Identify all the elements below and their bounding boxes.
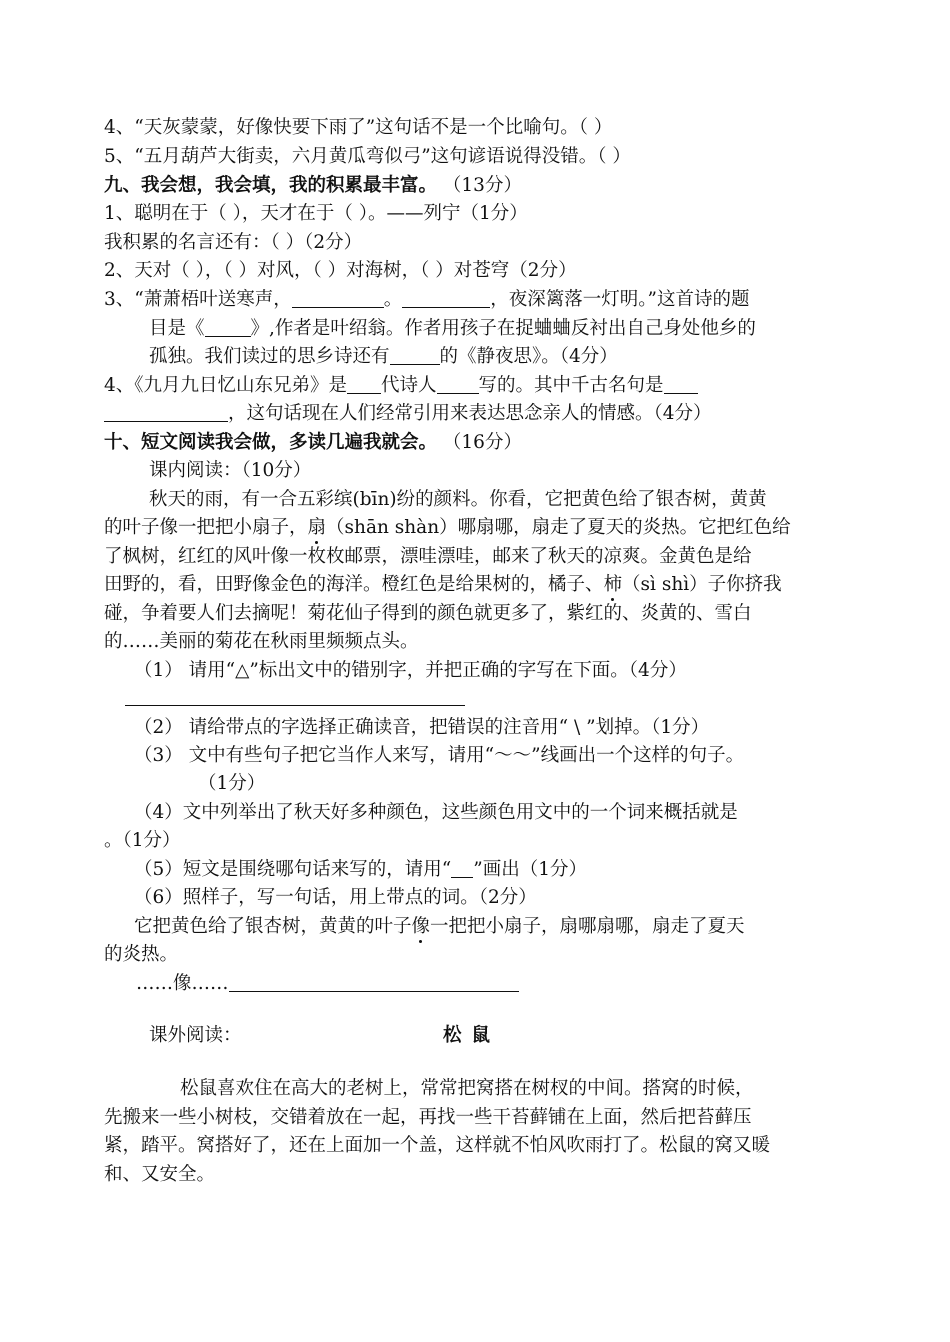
p2-a: 的叶子像一把把小扇子， bbox=[104, 517, 308, 538]
sub-q6: （6）照样子，写一句话，用上带点的词。（2分） bbox=[134, 887, 537, 908]
s9-q3-text-a: 3、“萧萧梧叶送寒声， bbox=[104, 289, 292, 310]
answer-line bbox=[125, 705, 465, 706]
story-line4: 和、又安全。 bbox=[104, 1164, 216, 1185]
blank bbox=[390, 344, 440, 365]
outclass-label: 课外阅读： bbox=[149, 1025, 242, 1046]
sq5-a: （5）短文是围绕哪句话来写的，请用“ bbox=[134, 859, 452, 880]
blank bbox=[437, 373, 479, 394]
inclass-label: 课内阅读：（10分） bbox=[149, 460, 312, 481]
sub-q4b: 。（1分） bbox=[104, 830, 181, 851]
s9-heading bbox=[104, 172, 522, 200]
blank bbox=[451, 857, 473, 878]
sub-q2: （2） 请给带点的字选择正确读音，把错误的注音用“ \ ”划掉。（1分） bbox=[134, 717, 710, 738]
s9-q3-line1 bbox=[104, 286, 749, 314]
sq5-b: ”画出（1分） bbox=[473, 859, 587, 880]
s8-q5: 5、“五月葫芦大街卖，六月黄瓜弯似弓”这句谚语说得没错。（ ） bbox=[104, 146, 631, 167]
p2-b: （shān shàn）哪扇哪，扇走了夏天的炎热。它把红色给 bbox=[326, 517, 791, 538]
s9-q1: 1、聪明在于（ ），天才在于（ ）。——列宁（1分） bbox=[104, 203, 528, 224]
blank bbox=[664, 373, 698, 394]
sub-q1: （1） 请用“△”标出文中的错别字，并把正确的字写在下面。（4分） bbox=[134, 660, 687, 681]
blank bbox=[205, 316, 251, 337]
s9-q3-l2-a: 目是《 bbox=[149, 318, 205, 339]
s9-title: 九、我会想，我会填，我的积累最丰富。 bbox=[104, 175, 438, 196]
ex3: ……像…… bbox=[136, 973, 229, 994]
s8-q4: 4、“天灰蒙蒙，好像快要下雨了”这句话不是一个比喻句。（ ） bbox=[104, 117, 613, 138]
blank bbox=[292, 287, 384, 308]
passage-line3: 了枫树，红红的风叶像一枚枚邮票，漂哇漂哇，邮来了秋天的凉爽。金黄色是给 bbox=[104, 546, 752, 567]
sub-q4: （4）文中列举出了秋天好多种颜色，这些颜色用文中的一个词来概括就是 bbox=[134, 802, 738, 823]
s9-q3-l3-b: 的《静夜思》。（4分） bbox=[439, 346, 618, 367]
ex1-a: 它把黄色给了银杏树，黄黄的叶子 bbox=[134, 916, 412, 937]
story-line2: 先搬来一些小树枝，交错着放在一起，再找一些干苔藓铺在上面，然后把苔藓压 bbox=[104, 1107, 752, 1128]
s9-q4-a: 4、《九月九日忆山东兄弟》是 bbox=[104, 375, 348, 396]
s10-score: （16分） bbox=[442, 432, 522, 453]
p4-a: 田野的，看，田野像金色的海洋。橙红色是给果树的，橘子、 bbox=[104, 574, 604, 595]
s9-q4-c: 写的。其中千古名句是 bbox=[478, 375, 664, 396]
dotted-char: 像 bbox=[411, 916, 431, 937]
passage-line1: 秋天的雨，有一合五彩缤(bīn)纷的颜料。你看，它把黄色给了银杏树，黄黄 bbox=[149, 489, 767, 510]
s9-q1b: 我积累的名言还有：（ ）（2分） bbox=[104, 232, 363, 253]
s10-heading bbox=[104, 429, 522, 457]
story-title: 松鼠 bbox=[443, 1025, 501, 1046]
passage-line5: 碰，争着要人们去摘呢！菊花仙子得到的颜色就更多了，紫红的、炎黄的、雪白 bbox=[104, 603, 752, 624]
example-line3 bbox=[136, 970, 519, 998]
blank bbox=[402, 287, 490, 308]
sub-q3: （3） 文中有些句子把它当作人来写，请用“～～”线画出一个这样的句子。 bbox=[134, 745, 745, 766]
p4-b: （sì shì）子你挤我 bbox=[622, 574, 782, 595]
s9-q3-text-b: 。 bbox=[383, 289, 403, 310]
example-line1 bbox=[134, 913, 745, 941]
s9-q2: 2、天对（ ），（ ）对风，（ ）对海树，（ ）对苍穹（2分） bbox=[104, 260, 577, 281]
example-line2: 的炎热。 bbox=[104, 944, 179, 965]
blank bbox=[347, 373, 381, 394]
story-line1: 松鼠喜欢住在高大的老树上，常常把窝搭在树杈的中间。搭窝的时候， bbox=[180, 1078, 754, 1099]
passage-line6: 的……美丽的菊花在秋雨里频频点头。 bbox=[104, 631, 419, 652]
sub-q5 bbox=[134, 856, 587, 884]
s9-q4-line1 bbox=[104, 372, 698, 400]
s9-q3-line2 bbox=[149, 315, 756, 343]
story-line3: 紧，踏平。窝搭好了，还在上面加一个盖，这样就不怕风吹雨打了。松鼠的窝又暖 bbox=[104, 1135, 771, 1156]
s9-q3-l2-b: 》,作者是叶绍翁。作者用孩子在捉蛐蛐反衬出自己身处他乡的 bbox=[250, 318, 756, 339]
dotted-char: 柿 bbox=[603, 574, 623, 595]
blank bbox=[104, 401, 228, 422]
s9-q4-l2: ，这句话现在人们经常引用来表达思念亲人的情感。（4分） bbox=[228, 403, 712, 424]
s9-q3-line3 bbox=[149, 343, 618, 371]
s9-q4-b: 代诗人 bbox=[381, 375, 437, 396]
blank bbox=[229, 971, 519, 992]
sub-q3-score: （1分） bbox=[198, 773, 266, 794]
s9-q3-text-c: ，夜深篱落一灯明。”这首诗的题 bbox=[490, 289, 750, 310]
ex1-b: 一把把小扇子，扇哪扇哪，扇走了夏天 bbox=[430, 916, 745, 937]
s9-score: （13分） bbox=[442, 175, 522, 196]
passage-line2 bbox=[104, 514, 791, 542]
s10-title: 十、短文阅读我会做，多读几遍我就会。 bbox=[104, 432, 438, 453]
dotted-char: 扇 bbox=[307, 517, 327, 538]
s9-q4-line2 bbox=[104, 400, 712, 428]
s9-q3-l3-a: 孤独。我们读过的思乡诗还有 bbox=[149, 346, 390, 367]
passage-line4 bbox=[104, 571, 782, 599]
